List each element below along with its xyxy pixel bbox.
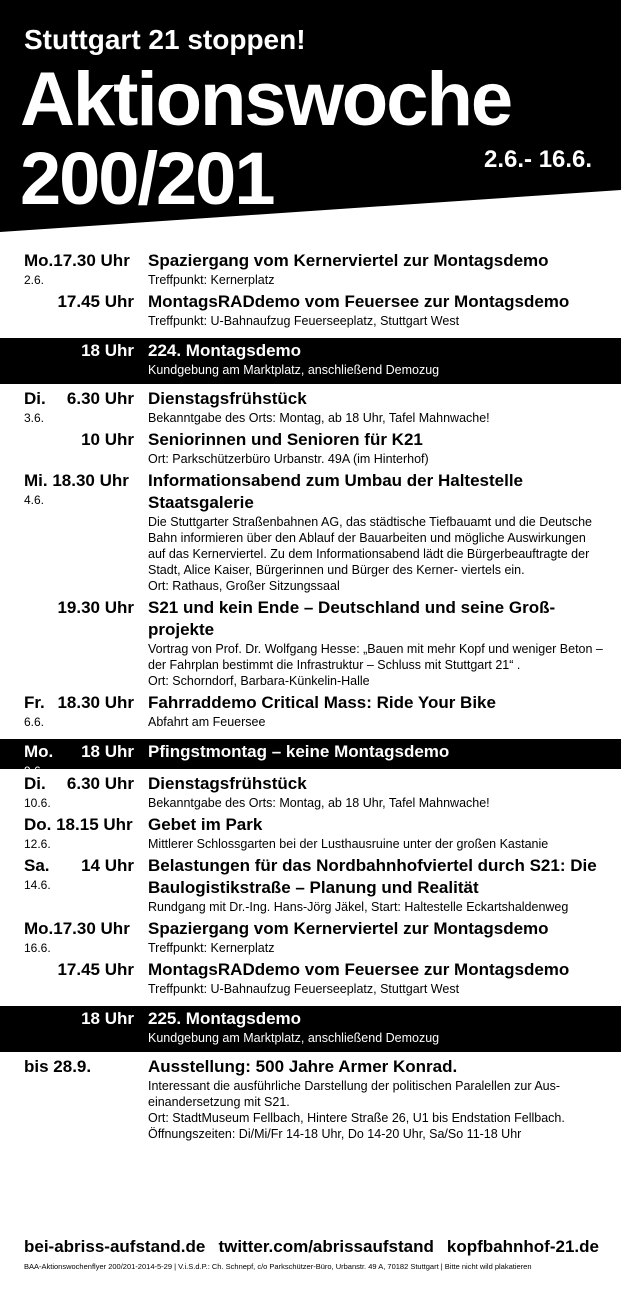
footer-link-kopfbahnhof[interactable]: kopfbahnhof-21.de xyxy=(446,1237,599,1256)
event-time: 6.30 Uhr xyxy=(66,389,134,408)
header-year: 200/201 xyxy=(20,137,274,220)
event-date: 16.6. xyxy=(24,941,51,955)
event-title: Dienstagsfrühstück xyxy=(148,389,307,408)
event-time: 10 Uhr xyxy=(81,430,134,449)
event-row xyxy=(0,814,621,855)
event-row xyxy=(0,959,621,1000)
event-description: Mittlerer Schlossgarten bei der Lusthausruine unter der großen Kastanie xyxy=(148,837,549,851)
header-title: Aktionswoche xyxy=(20,57,512,142)
event-row xyxy=(0,855,621,918)
event-description: Kundgebung am Marktplatz, anschließend Demozug xyxy=(148,363,440,377)
event-description: Bekanntgabe des Orts: Montag, ab 18 Uhr, Tafel Mahnwache! xyxy=(148,411,490,425)
event-row xyxy=(0,1056,621,1145)
event-row xyxy=(0,918,621,959)
event-program xyxy=(0,250,621,1145)
event-row xyxy=(0,388,621,429)
event-date: 4.6. xyxy=(24,493,45,507)
event-description: Interessant die ausführliche Darstellung der politischen Paralellen zur Aus- einandersetzung mit S21. Ort: StadtMuseum Fellbach, Hintere Straße 26, U1 bis Endstation Fellbach. Öffnungszeiten: Di/Mi/Fr 14-18 Uhr, Do 14-20 Uhr, Sa/So 11-18 Uhr xyxy=(148,1079,565,1141)
event-day: Mo.17.30 Uhr xyxy=(24,251,130,270)
event-description: Ort: Parkschützerbüro Urbanstr. 49A (im Hinterhof) xyxy=(148,452,429,466)
event-row xyxy=(0,470,621,597)
event-date: 14.6. xyxy=(24,878,51,892)
event-title: Spaziergang vom Kernerviertel zur Montagsdemo xyxy=(148,919,549,938)
event-title: Spaziergang vom Kernerviertel zur Montagsdemo xyxy=(148,251,549,270)
event-day: Sa. xyxy=(24,856,50,875)
event-description: Die Stuttgarter Straßenbahnen AG, das städtische Tiefbauamt und die Deutsche Bahn informieren über den Ablauf der Bauarbeiten und mögliche Auswirkungen auf das Kernerviertel. Zu dem Informationsabend lädt die Bürgerbeauftragte der Stadt, Alice Kaiser, Bürgerinnen und Bürger des Kerner- viertels ein. Ort: Rathaus, Großer Sitzungssaal xyxy=(148,515,593,593)
event-description: Abfahrt am Feuersee xyxy=(148,715,266,729)
header-subtitle: Stuttgart 21 stoppen! xyxy=(24,24,306,55)
event-time: 17.45 Uhr xyxy=(57,292,134,311)
footer-link-twitter[interactable]: twitter.com/abrissaufstand xyxy=(218,1237,434,1256)
event-title: Fahrraddemo Critical Mass: Ride Your Bike xyxy=(148,693,496,712)
event-highlight-row xyxy=(0,739,621,778)
event-date: 10.6. xyxy=(24,796,51,810)
event-row xyxy=(0,773,621,814)
event-time: 18 Uhr xyxy=(81,1009,134,1028)
event-day: Mo. xyxy=(24,742,54,761)
event-date: 3.6. xyxy=(24,411,45,425)
event-title: Dienstagsfrühstück xyxy=(148,774,307,793)
event-day: Mo.17.30 Uhr xyxy=(24,919,130,938)
event-description: Kundgebung am Marktplatz, anschließend Demozug xyxy=(148,1031,440,1045)
event-title: Seniorinnen und Senioren für K21 xyxy=(148,430,423,449)
event-title: MontagsRADdemo vom Feuersee zur Montagsdemo xyxy=(148,960,570,979)
event-day: Fr. xyxy=(24,693,45,712)
event-description: Vortrag von Prof. Dr. Wolfgang Hesse: „Bauen mit mehr Kopf und weniger Beton – der Fahrplan bestimmt die Infrastruktur – Schluss mit Stuttgart 21“ . Ort: Schorndorf, Barbara-Künkelin-Halle xyxy=(148,642,603,688)
footer-link-bei-abriss-aufstand[interactable]: bei-abriss-aufstand.de xyxy=(24,1237,206,1256)
event-highlight-row xyxy=(0,1006,621,1052)
event-date: 9.6. xyxy=(24,764,45,778)
footer-links xyxy=(24,1237,599,1257)
event-row xyxy=(0,597,621,692)
event-description: Bekanntgabe des Orts: Montag, ab 18 Uhr, Tafel Mahnwache! xyxy=(148,796,490,810)
event-title: MontagsRADdemo vom Feuersee zur Montagsdemo xyxy=(148,292,570,311)
event-date: 12.6. xyxy=(24,837,51,851)
event-title: Informationsabend zum Umbau der Haltestelle Staatsgalerie xyxy=(148,471,524,512)
event-time: 18 Uhr xyxy=(81,341,134,360)
event-title: Pfingstmontag – keine Montagsdemo xyxy=(148,742,450,761)
event-day: Do. 18.15 Uhr xyxy=(24,815,133,834)
footer-imprint: BAA-Aktionswochenflyer 200/201-2014-5-29 | V.i.S.d.P.: Ch. Schnepf, c/o Parkschützer-Büro, Urbanstr. 49 A, 70182 Stuttgart | Bitte nicht wild plakatieren xyxy=(24,1262,532,1271)
event-description: Rundgang mit Dr.-Ing. Hans-Jörg Jäkel, Start: Haltestelle Eckartshaldenweg xyxy=(148,900,569,914)
event-title: Gebet im Park xyxy=(148,815,263,834)
event-title: Ausstellung: 500 Jahre Armer Konrad. xyxy=(148,1057,458,1076)
event-description: Treffpunkt: U-Bahnaufzug Feuerseeplatz, Stuttgart West xyxy=(148,982,460,996)
event-time: 14 Uhr xyxy=(81,856,134,875)
event-title: Belastungen für das Nordbahnhofviertel durch S21: Die Baulogistikstraße – Planung und Realität xyxy=(148,856,597,897)
event-row xyxy=(0,250,621,291)
event-title: S21 und kein Ende – Deutschland und seine Groß- projekte xyxy=(148,598,556,639)
event-description: Treffpunkt: Kernerplatz xyxy=(148,941,275,955)
event-day: Di. xyxy=(24,774,46,793)
event-row xyxy=(0,429,621,470)
event-day: Mi. 18.30 Uhr xyxy=(24,471,129,490)
header-banner xyxy=(0,0,621,240)
event-day: bis 28.9. xyxy=(24,1057,92,1076)
event-date: 2.6. xyxy=(24,273,45,287)
event-row xyxy=(0,692,621,733)
event-highlight-row xyxy=(0,338,621,384)
event-title: 224. Montagsdemo xyxy=(148,341,302,360)
event-time: 17.45 Uhr xyxy=(57,960,134,979)
event-row xyxy=(0,291,621,332)
event-description: Treffpunkt: Kernerplatz xyxy=(148,273,275,287)
event-time: 19.30 Uhr xyxy=(57,598,134,617)
header-dates: 2.6.- 16.6. xyxy=(484,146,593,173)
event-time: 18.30 Uhr xyxy=(57,693,134,712)
event-time: 18 Uhr xyxy=(81,742,134,761)
event-title: 225. Montagsdemo xyxy=(148,1009,302,1028)
event-description: Treffpunkt: U-Bahnaufzug Feuerseeplatz, Stuttgart West xyxy=(148,314,460,328)
event-time: 6.30 Uhr xyxy=(66,774,134,793)
event-date: 6.6. xyxy=(24,715,45,729)
event-day: Di. xyxy=(24,389,46,408)
